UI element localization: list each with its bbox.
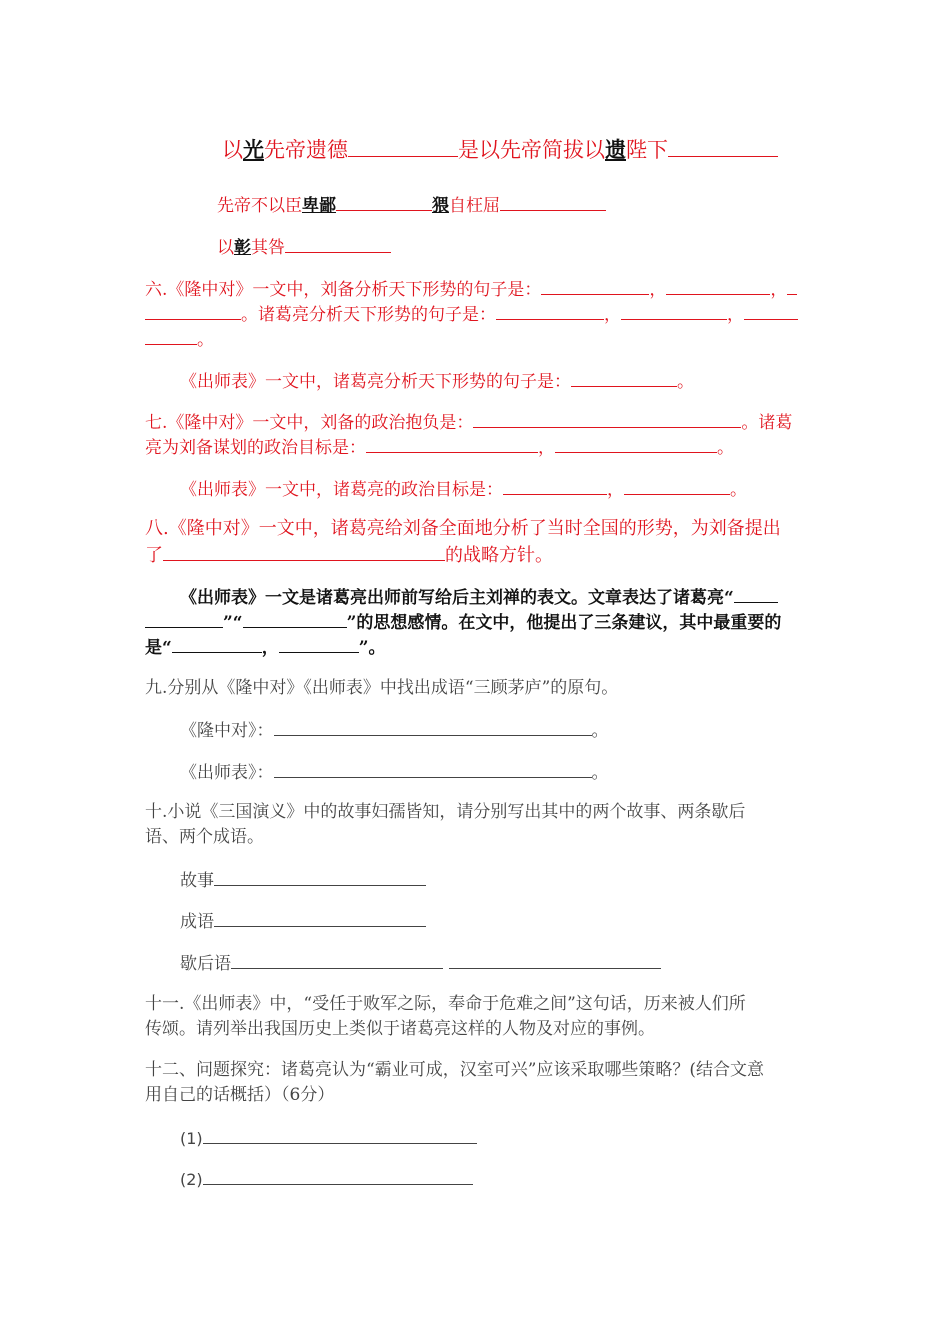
- q12-line-2: [145, 1083, 334, 1107]
- blank[interactable]: [279, 634, 359, 653]
- q11-line-1: [145, 992, 746, 1016]
- q10-line-2: [145, 825, 264, 849]
- keyword-zhang: 彰: [234, 238, 251, 258]
- text: 八.《隆中对》一文中，诸葛亮给刘备全面地分析了当时全国的形势，为刘备提出: [145, 518, 781, 539]
- text: 《隆中对》：: [180, 721, 274, 741]
- keyword-wei: 猥: [432, 196, 449, 216]
- text: 《出师表》一文中，诸葛亮分析天下形势的句子是：: [180, 372, 571, 392]
- blank[interactable]: [571, 368, 677, 387]
- q12-b: [180, 1166, 473, 1192]
- text: 先帝不以臣: [217, 196, 302, 216]
- text: ”的思想感情。在文中，他提出了三条建议，其中最重要的: [346, 613, 782, 633]
- text: 《出师表》一文是诸葛亮出师前写给后主刘禅的表文。文章表达了诸葛亮“: [180, 588, 734, 608]
- blank[interactable]: [668, 138, 778, 157]
- text: 六.《隆中对》一文中，刘备分析天下形势的句子是：: [145, 280, 542, 300]
- line-3: [217, 234, 391, 260]
- text: 了: [145, 545, 163, 566]
- text: 其咎: [251, 238, 285, 258]
- blank[interactable]: [624, 476, 730, 495]
- text: 是“: [145, 638, 172, 658]
- title-line: [222, 136, 778, 164]
- blank[interactable]: [744, 301, 798, 320]
- keyword-beibi: 卑鄙: [302, 196, 336, 216]
- text: (1): [180, 1129, 203, 1148]
- keyword-guang: 光: [243, 137, 264, 162]
- blank[interactable]: [336, 192, 432, 211]
- blank[interactable]: [666, 276, 770, 295]
- text: ”“: [223, 613, 243, 633]
- q11-line-2: [145, 1017, 655, 1041]
- q10-idiom: [180, 908, 426, 934]
- text: 。: [591, 763, 609, 783]
- blank[interactable]: [145, 301, 241, 320]
- q12-line-1: [145, 1058, 764, 1082]
- blank[interactable]: [734, 584, 778, 603]
- text: 十.小说《三国演义》中的故事妇孺皆知，请分别写出其中的两个故事、两条歇后: [145, 802, 746, 822]
- text: ，: [607, 480, 624, 500]
- text: 。: [730, 480, 747, 500]
- blank[interactable]: [621, 301, 727, 320]
- q6-line-2: [145, 301, 798, 327]
- q10-xhy: [180, 950, 661, 976]
- bold-para-line-1: [180, 584, 778, 610]
- text: 十二、问题探究：诸葛亮认为“霸业可成，汉室可兴”应该采取哪些策略？(结合文意: [145, 1060, 765, 1080]
- line-2: [217, 192, 606, 218]
- text: 先帝遗德: [264, 138, 348, 162]
- blank[interactable]: [541, 276, 649, 295]
- q8-line-1: [145, 517, 781, 541]
- text: ，: [770, 280, 788, 300]
- text: 歇后语: [180, 954, 231, 974]
- text: 陛下: [626, 138, 668, 162]
- text: 十一.《出师表》中，“受任于败军之际，奉命于危难之间”这句话，历来被人们所: [145, 994, 746, 1014]
- blank[interactable]: [214, 908, 426, 927]
- blank[interactable]: [366, 434, 538, 453]
- text: 。诸葛亮分析天下形势的句子是：: [241, 305, 496, 325]
- blank[interactable]: [473, 409, 741, 428]
- text: ，: [649, 280, 667, 300]
- text: ，: [727, 305, 744, 325]
- text: 以: [222, 138, 243, 162]
- keyword-yi: 遗: [605, 137, 626, 162]
- text: 是以先帝简拔以: [458, 138, 605, 162]
- text: 七.《隆中对》一文中，刘备的政治抱负是：: [145, 413, 474, 433]
- blank[interactable]: [203, 1166, 473, 1185]
- text: 。: [591, 721, 609, 741]
- blank[interactable]: [503, 476, 607, 495]
- text: 传颂。请列举出我国历史上类似于诸葛亮这样的人物及对应的事例。: [145, 1019, 655, 1039]
- text: 《出师表》：: [180, 763, 274, 783]
- q10-line-1: [145, 800, 745, 824]
- q6-line-3: [145, 326, 214, 352]
- blank[interactable]: [214, 867, 426, 886]
- blank[interactable]: [231, 950, 443, 969]
- text: ，: [261, 638, 279, 658]
- blank[interactable]: [243, 609, 347, 628]
- q10-story: [180, 867, 426, 893]
- blank[interactable]: [500, 192, 606, 211]
- text: 故事: [180, 871, 214, 891]
- blank[interactable]: [449, 950, 661, 969]
- blank[interactable]: [496, 301, 604, 320]
- bold-para-line-2: [145, 609, 781, 635]
- text: 语、两个成语。: [145, 827, 264, 847]
- text: ，: [538, 438, 555, 458]
- blank[interactable]: [787, 276, 797, 295]
- q12-a: [180, 1125, 477, 1151]
- q9-a: [180, 717, 609, 743]
- blank[interactable]: [274, 717, 592, 736]
- text: ”。: [358, 638, 386, 658]
- q7-sub: [180, 476, 747, 502]
- q9-b: [180, 759, 609, 785]
- text: 用自己的话概括）（6分）: [145, 1085, 335, 1105]
- blank[interactable]: [285, 234, 391, 253]
- text: 的战略方针。: [445, 545, 553, 566]
- text: 自枉屈: [449, 196, 500, 216]
- blank[interactable]: [348, 138, 458, 157]
- blank[interactable]: [145, 326, 197, 345]
- text: 。: [717, 438, 734, 458]
- blank[interactable]: [172, 634, 262, 653]
- blank[interactable]: [203, 1125, 477, 1144]
- text: 成语: [180, 912, 214, 932]
- q8-line-2: [145, 542, 553, 568]
- q6-sub: [180, 368, 694, 394]
- text: 以: [217, 238, 234, 258]
- q7-line-2: [145, 434, 734, 460]
- q6-line-1: [145, 276, 797, 302]
- text: 《出师表》一文中，诸葛亮的政治目标是：: [180, 480, 503, 500]
- blank[interactable]: [145, 609, 223, 628]
- bold-para-line-3: [145, 634, 386, 660]
- text: 亮为刘备谋划的政治目标是：: [145, 438, 366, 458]
- blank[interactable]: [163, 542, 445, 561]
- text: 。: [197, 330, 214, 350]
- blank[interactable]: [274, 759, 592, 778]
- q7-line-1: [145, 409, 792, 435]
- text: ，: [604, 305, 621, 325]
- q9-line-1: [145, 676, 618, 700]
- text: 。: [677, 372, 694, 392]
- text: (2): [180, 1170, 203, 1189]
- text: 。诸葛: [741, 413, 793, 433]
- blank[interactable]: [555, 434, 717, 453]
- text: 九.分别从《隆中对》《出师表》中找出成语“三顾茅庐”的原句。: [145, 678, 619, 698]
